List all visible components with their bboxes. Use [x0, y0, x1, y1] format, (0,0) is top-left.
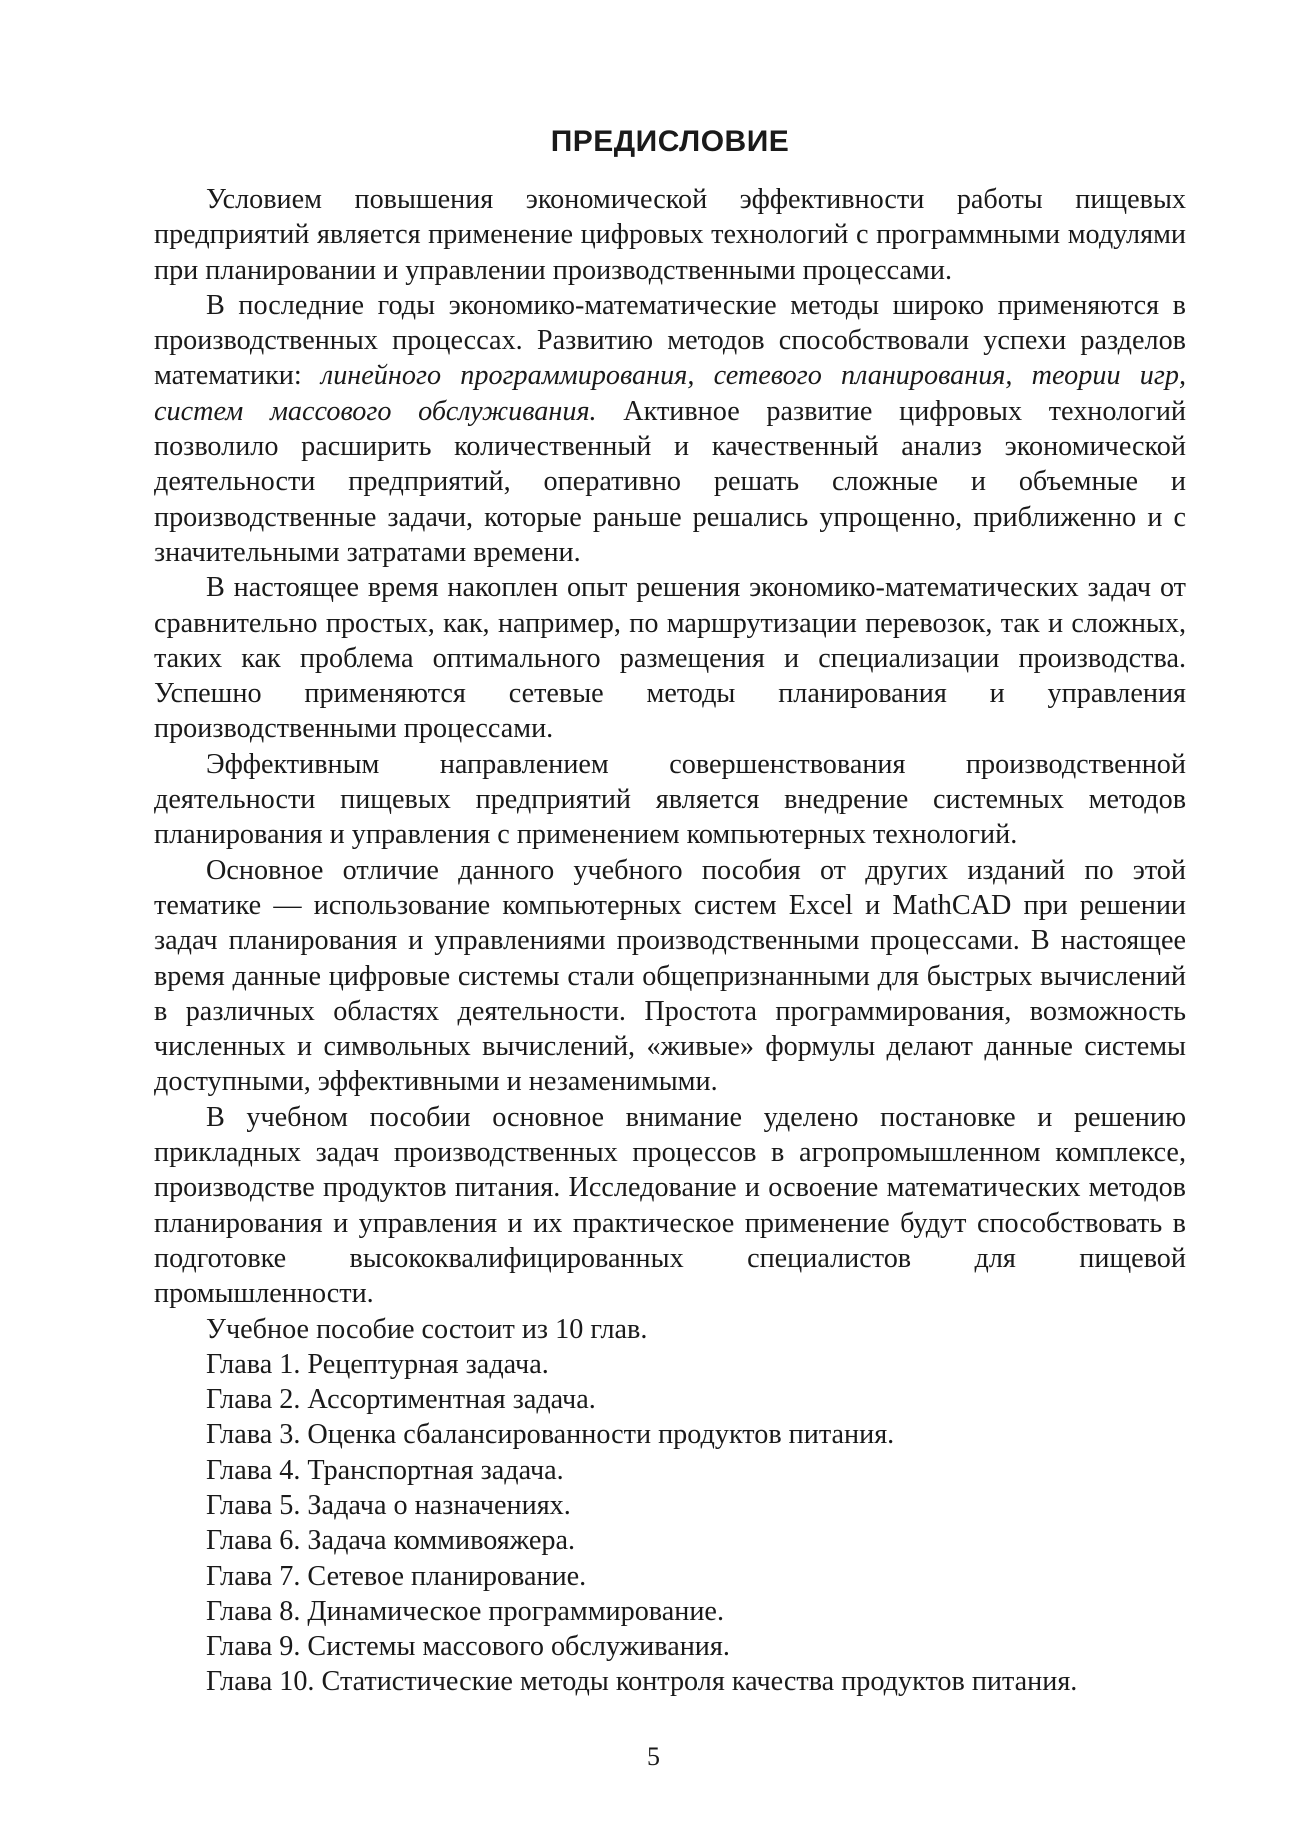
paragraph-6: В учебном пособии основное внимание уделено постановке и решению прикладных задач производственных процессов в агропромышленном комплексе, производстве продуктов питания. Исследование и освоение математических методов планирования и управления и их практическое применение будут способствовать в подготовке высококвалифицированных специалистов для пищевой промышленности.	[154, 1101, 1186, 1310]
chapter-item: Глава 8. Динамическое программирование.	[206, 1595, 724, 1627]
chapters-list	[154, 1347, 1186, 1700]
document-page	[154, 122, 1186, 1700]
page-title: ПРЕДИСЛОВИЕ	[550, 125, 790, 158]
chapter-item: Глава 5. Задача о назначениях.	[206, 1489, 571, 1521]
chapters-intro: Учебное пособие состоит из 10 глав.	[206, 1313, 648, 1345]
chapter-item: Глава 4. Транспортная задача.	[206, 1454, 564, 1486]
paragraph-2	[154, 288, 1186, 570]
chapter-item: Глава 7. Сетевое планирование.	[206, 1560, 587, 1592]
chapter-item: Глава 10. Статистические методы контроля качества продуктов питания.	[206, 1666, 1078, 1698]
paragraph-3: В настоящее время накоплен опыт решения экономико-математических задач от сравнительно простых, как, например, по маршрутизации перевозок, так и сложных, таких как проблема оптимального размещения и специализации производства. Успешно применяются сетевые методы планирования и управления производственными процессами.	[154, 572, 1186, 745]
paragraph-4: Эффективным направлением совершенствования производственной деятельности пищевых предприятий является внедрение системных методов планирования и управления с применением компьютерных технологий.	[154, 748, 1186, 851]
page-number: 5	[647, 1742, 660, 1771]
chapter-item: Глава 9. Системы массового обслуживания.	[206, 1631, 730, 1663]
paragraph-2-end: Активное развитие цифровых технологий позволило расширить количественный и качественный анализ экономической деятельности предприятий, оперативно решать сложные и объемные и производственные задачи, которые раньше решались упрощенно, приближенно и с значительными затратами времени.	[154, 395, 1186, 568]
chapter-item: Глава 6. Задача коммивояжера.	[206, 1525, 576, 1557]
chapter-item: Глава 3. Оценка сбалансированности продуктов питания.	[206, 1419, 895, 1451]
paragraph-5: Основное отличие данного учебного пособия от других изданий по этой тематике — использование компьютерных систем Excel и MathCAD при решении задач планирования и управлениями производственными процессами. В настоящее время данные цифровые системы стали общепризнанными для быстрых вычислений в различных областях деятельности. Простота программирования, возможность численных и символьных вычислений, «живые» формулы делают данные системы доступными, эффективными и незаменимыми.	[154, 854, 1186, 1098]
paragraph-2-start: В последние годы экономико-математические методы широко применяются в производственных процессах. Развитию методов способствовали успехи разделов математики:	[154, 289, 1186, 392]
chapter-item: Глава 1. Рецептурная задача.	[206, 1348, 549, 1380]
paragraph-1: Условием повышения экономической эффективности работы пищевых предприятий является применение цифровых технологий с программными модулями при планировании и управлении производственными процессами.	[154, 184, 1186, 286]
chapter-item: Глава 2. Ассортиментная задача.	[206, 1384, 596, 1416]
paragraph-2-italic: линейного программирования, сетевого планирования, теории игр, систем массового обслуживания.	[154, 360, 1186, 427]
